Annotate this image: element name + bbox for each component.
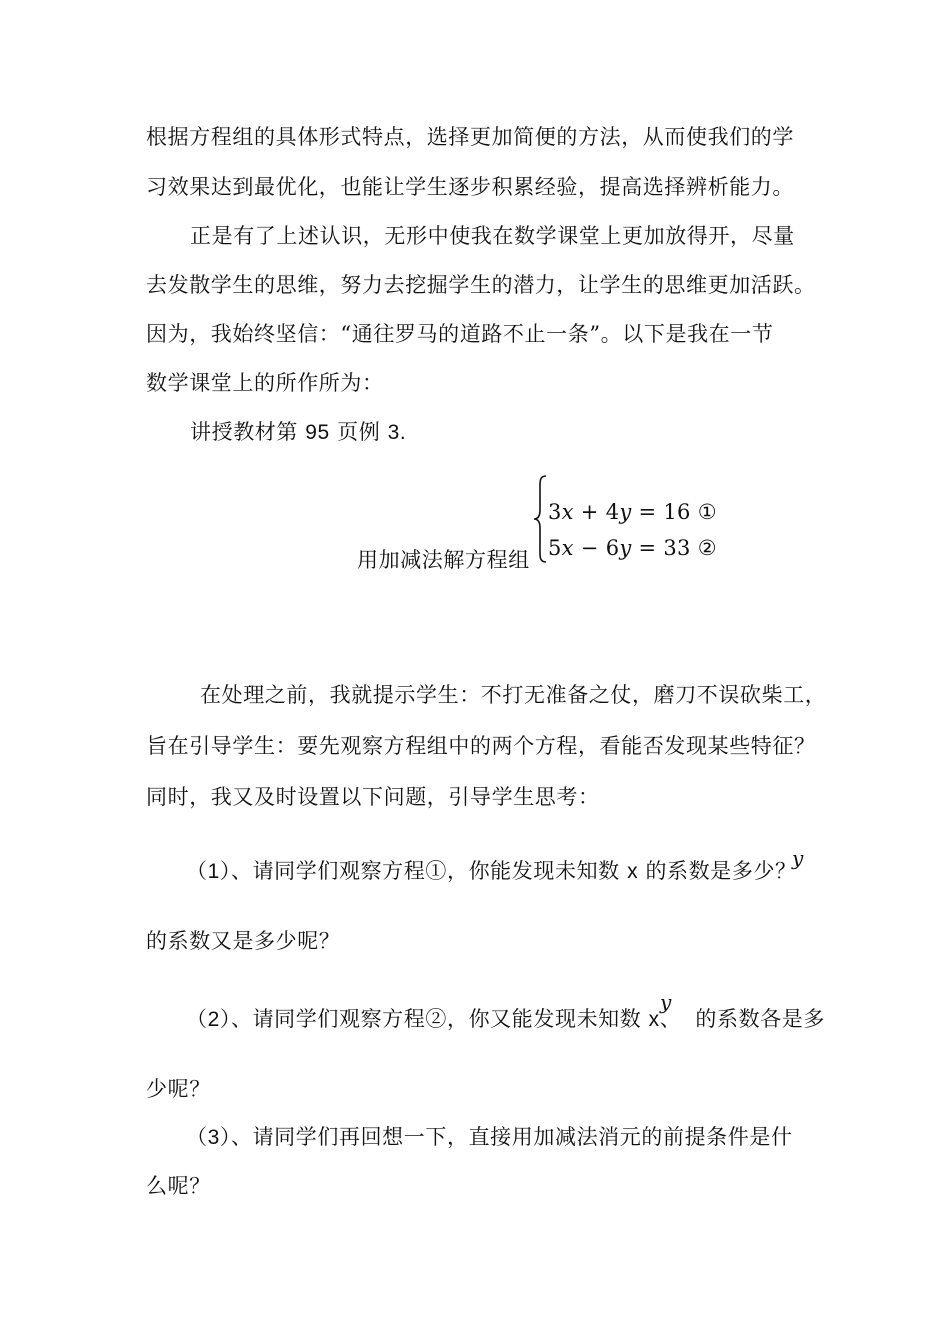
paragraph-line: 正是有了上述认识，无形中使我在数学课堂上更加放得开，尽量 [190,224,795,248]
paragraph-line: 根据方程组的具体形式特点，选择更加简便的方法，从而使我们的学 [146,125,794,149]
question-3: （3）、请同学们再回想一下，直接用加减法消元的前提条件是什 [186,1125,793,1149]
example-number: 3. [387,421,407,444]
equation-2: 5x − 6y = 33 ② [548,536,717,560]
question-1-continued: 的系数又是多少呢？ [146,929,341,953]
discussion-line: 旨在引导学生：要先观察方程组中的两个方程，看能否发现某些特征？ [146,734,816,758]
variable-y: y [660,990,672,1014]
page-number: 95 [305,421,330,444]
question-2-continued: 少呢？ [146,1077,211,1101]
question-1: （1）、请同学们观察方程①，你能发现未知数 x 的系数是多少？ [186,859,797,883]
question-label: （1） [186,860,231,883]
circled-number-1: ① [697,500,717,524]
example-reference [190,417,406,448]
equation-intro: 用加减法解方程组 [357,548,530,572]
discussion-line: 同时，我又及时设置以下问题，引导学生思考： [146,785,600,809]
example-prefix: 讲授教材第 [190,420,298,444]
discussion-line: 在处理之前，我就提示学生：不打无准备之仗，磨刀不误砍柴工， [200,683,827,707]
paragraph-line: 习效果达到最优化，也能让学生逐步积累经验，提高选择辨析能力。 [146,175,794,199]
paragraph-line: 去发散学生的思维，努力去挖掘学生的潜力，让学生的思维更加活跃。 [146,273,816,297]
variable-y: y [792,846,804,870]
question-2: （2）、请同学们观察方程②，你又能发现未知数 x、 的系数各是多 [186,1007,825,1031]
equation-1: 3x + 4y = 16 ① [548,500,717,524]
question-3-continued: 么呢？ [146,1174,211,1198]
example-mid: 页例 [337,420,381,444]
equation-system [532,474,732,574]
question-label: （3） [186,1126,231,1149]
left-brace-icon [532,474,548,564]
question-label: （2） [186,1008,231,1031]
paragraph-line: 因为，我始终坚信：“通往罗马的道路不止一条”。以下是我在一节 [146,322,774,346]
circled-number-2: ② [697,536,717,560]
paragraph-line: 数学课堂上的所作所为： [146,371,384,395]
